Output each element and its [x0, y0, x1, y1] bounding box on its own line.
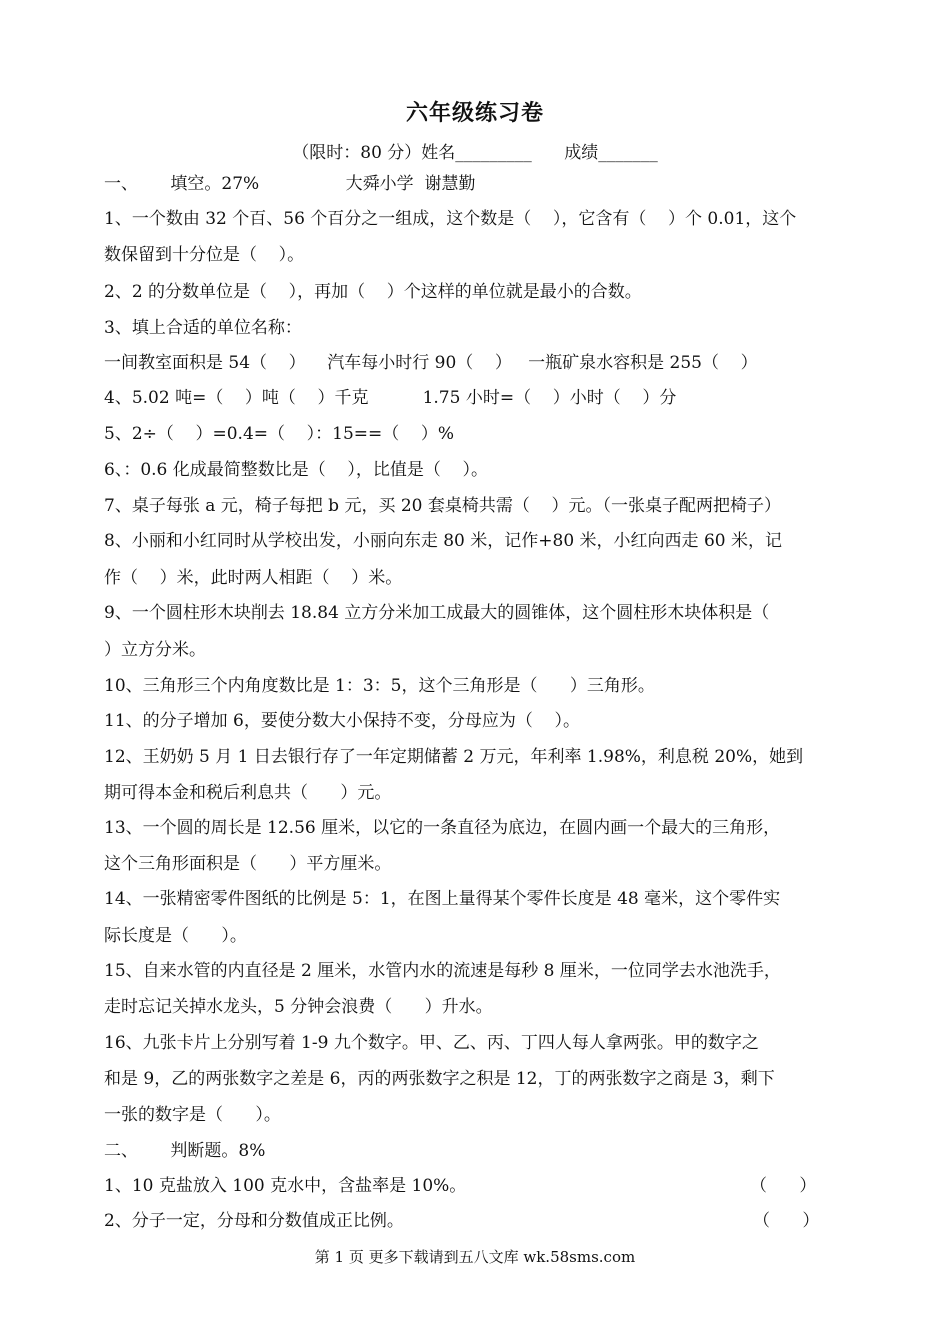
question-line: 7、桌子每张 a 元，椅子每把 b 元，买 20 套桌椅共需（ ）元。（一张桌子配两把椅子）: [104, 496, 782, 516]
question-line: 8、小丽和小红同时从学校出发，小丽向东走 80 米，记作+80 米，小红向西走 60 米，记: [104, 531, 782, 551]
question-line: 际长度是（ ）。: [104, 926, 247, 946]
answer-parentheses: （ ）: [750, 1176, 817, 1196]
question-line: 数保留到十分位是（ ）。: [104, 245, 305, 265]
question-line: 15、自来水管的内直径是 2 厘米，水管内水的流速是每秒 8 厘米，一位同学去水池洗手，: [104, 961, 781, 981]
exam-info-line: （限时：80 分）姓名_________ 成绩_______: [292, 143, 658, 163]
question-line: 1、一个数由 32 个百、56 个百分之一组成，这个数是（ ），它含有（ ）个 0.01，这个: [104, 209, 797, 229]
question-line: 这个三角形面积是（ ）平方厘米。: [104, 854, 392, 874]
question-line: 4、5.02 吨=（ ）吨（ ）千克 1.75 小时=（ ）小时（ ）分: [104, 388, 677, 408]
question-line: 一间教室面积是 54（ ） 汽车每小时行 90（ ） 一瓶矿泉水容积是 255（ ）: [104, 353, 758, 373]
question-line: 9、一个圆柱形木块削去 18.84 立方分米加工成最大的圆锥体，这个圆柱形木块体积是（: [104, 603, 770, 623]
question-line: 12、王奶奶 5 月 1 日去银行存了一年定期储蓄 2 万元，年利率 1.98%，利息税 20%，她到: [104, 747, 804, 767]
question-line: 14、一张精密零件图纸的比例是 5：1，在图上量得某个零件长度是 48 毫米，这个零件实: [104, 889, 781, 909]
question-line: 作（ ）米，此时两人相距（ ）米。: [104, 568, 403, 588]
section-two-heading: 二、 判断题。8%: [104, 1141, 266, 1161]
question-line: ）立方分米。: [104, 640, 206, 660]
question-line: 10、三角形三个内角度数比是 1：3：5，这个三角形是（ ）三角形。: [104, 676, 655, 696]
judge-question: 2、分子一定，分母和分数值成正比例。: [104, 1211, 404, 1231]
question-line: 一张的数字是（ ）。: [104, 1105, 281, 1125]
question-line: 3、填上合适的单位名称：: [104, 318, 302, 338]
question-line: 16、九张卡片上分别写着 1-9 九个数字。甲、乙、丙、丁四人每人拿两张。甲的数字之: [104, 1033, 759, 1053]
page-footer: 第 1 页 更多下载请到五八文库 wk.58sms.com: [314, 1248, 636, 1266]
judge-question: 1、10 克盐放入 100 克水中，含盐率是 10%。: [104, 1176, 467, 1196]
section-one-heading: 一、 填空。27% 大舜小学 谢慧勤: [104, 174, 476, 194]
question-line: 5、2÷（ ）=0.4=（ ）：15==（ ）%: [104, 424, 455, 444]
question-line: 11、的分子增加 6，要使分数大小保持不变，分母应为（ ）。: [104, 711, 580, 731]
question-line: 13、一个圆的周长是 12.56 厘米，以它的一条直径为底边，在圆内画一个最大的三角形，: [104, 818, 781, 838]
question-line: 走时忘记关掉水龙头，5 分钟会浪费（ ）升水。: [104, 997, 493, 1017]
answer-parentheses: （ ）: [753, 1211, 820, 1231]
question-line: 和是 9，乙的两张数字之差是 6，丙的两张数字之积是 12，丁的两张数字之商是 3，剩下: [104, 1069, 775, 1089]
page-title: 六年级练习卷: [405, 100, 544, 126]
question-line: 6、：0.6 化成最简整数比是（ ），比值是（ ）。: [104, 460, 488, 480]
question-line: 2、2 的分数单位是（ ），再加（ ）个这样的单位就是最小的合数。: [104, 282, 642, 302]
question-line: 期可得本金和税后利息共（ ）元。: [104, 783, 392, 803]
